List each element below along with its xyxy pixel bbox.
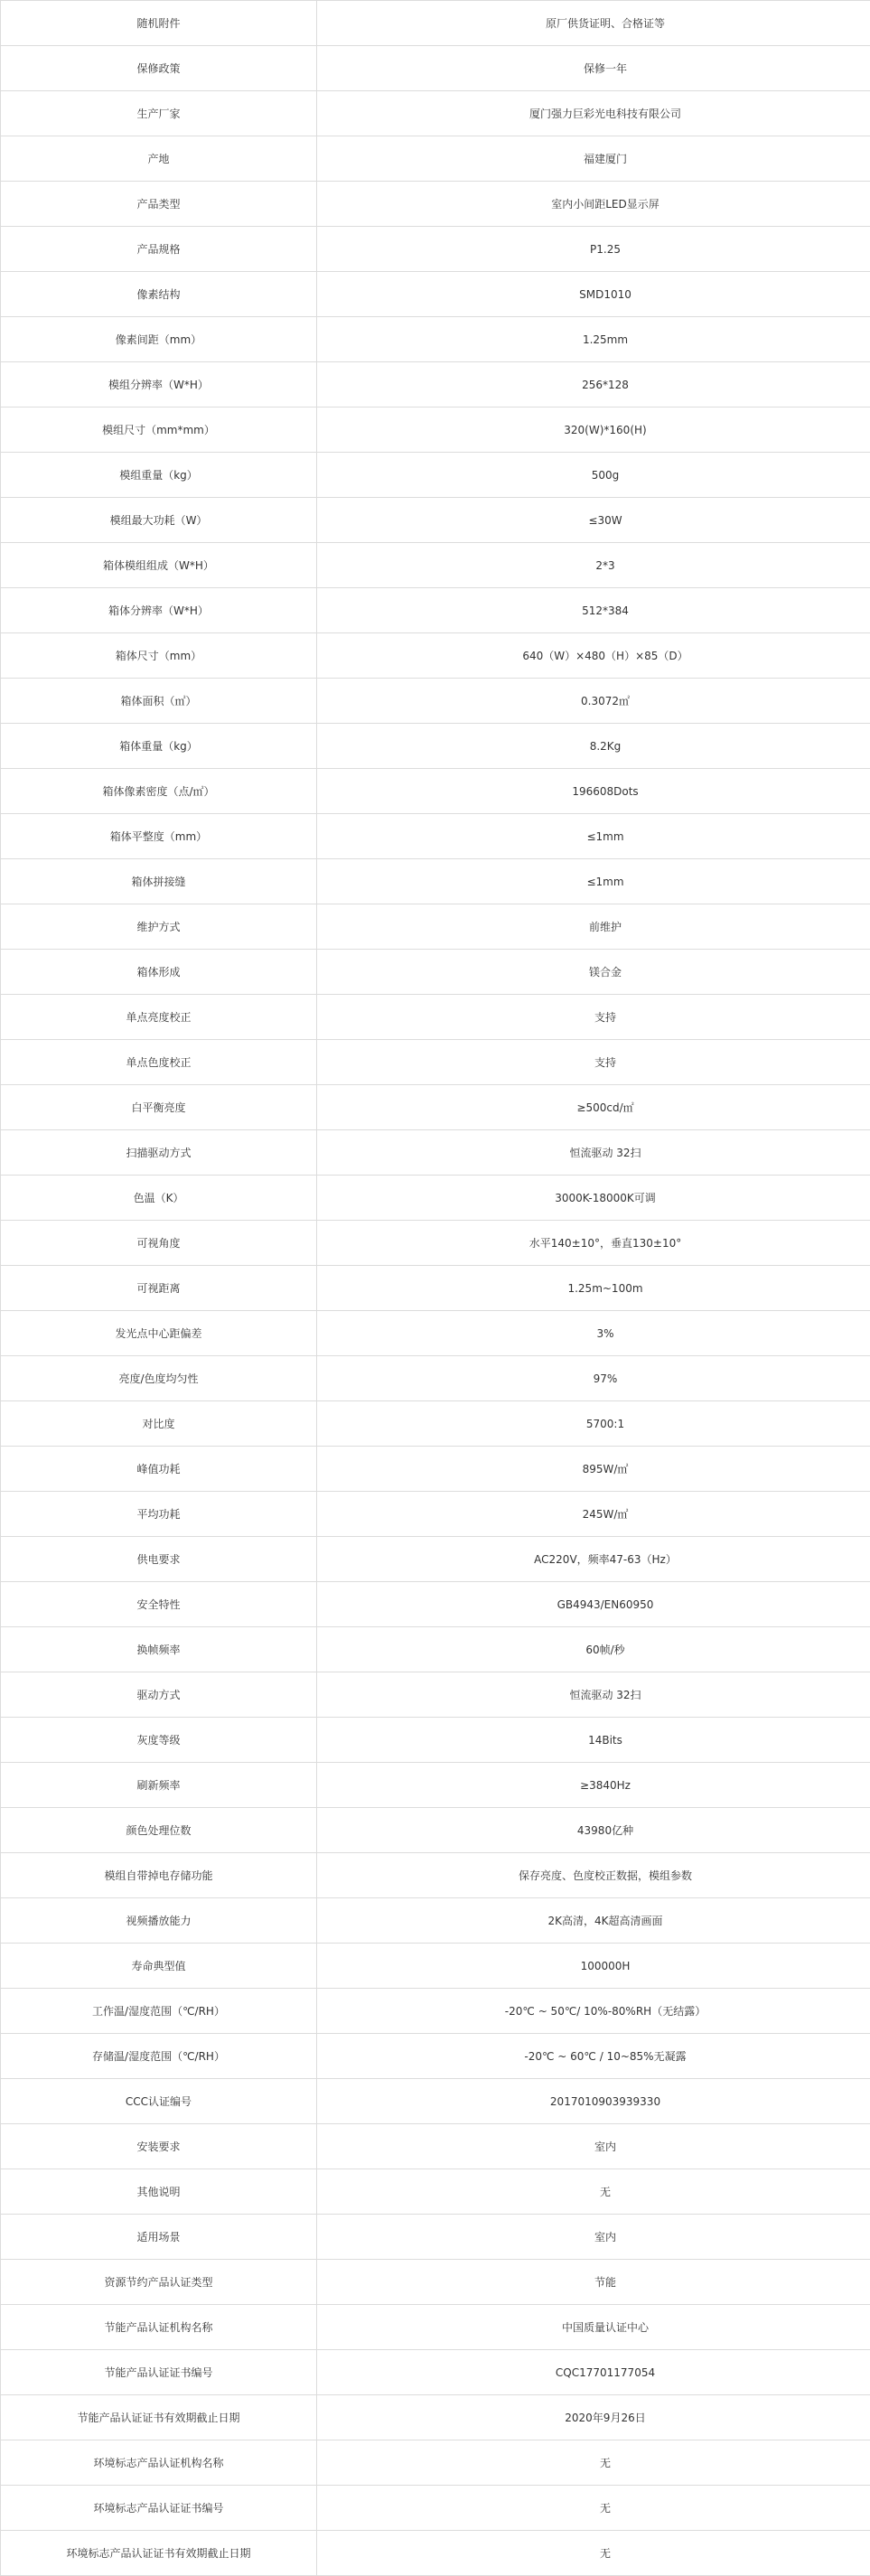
spec-value: SMD1010 — [317, 272, 870, 317]
spec-value: 8.2Kg — [317, 724, 870, 769]
table-row — [1, 2350, 870, 2395]
spec-label: 安全特性 — [1, 1582, 317, 1627]
spec-table-body — [1, 1, 870, 2576]
spec-value: AC220V，频率47-63（Hz） — [317, 1537, 870, 1582]
spec-value: P1.25 — [317, 227, 870, 272]
spec-value: 室内小间距LED显示屏 — [317, 182, 870, 227]
spec-label: 色温（K） — [1, 1176, 317, 1221]
spec-label: 存储温/湿度范围（℃/RH） — [1, 2034, 317, 2079]
spec-value: 1.25m~100m — [317, 1266, 870, 1311]
spec-value: ≤1mm — [317, 859, 870, 904]
table-row — [1, 1085, 870, 1130]
spec-value: 水平140±10°，垂直130±10° — [317, 1221, 870, 1266]
spec-label: 产品类型 — [1, 182, 317, 227]
spec-label: 可视角度 — [1, 1221, 317, 1266]
table-row — [1, 91, 870, 136]
spec-label: 产品规格 — [1, 227, 317, 272]
spec-label: 模组分辨率（W*H） — [1, 362, 317, 407]
spec-value: 895W/㎡ — [317, 1447, 870, 1492]
table-row — [1, 2305, 870, 2350]
table-row — [1, 1040, 870, 1085]
spec-value: ≥500cd/㎡ — [317, 1085, 870, 1130]
spec-value: 室内 — [317, 2124, 870, 2169]
table-row — [1, 1989, 870, 2034]
spec-label: 颜色处理位数 — [1, 1808, 317, 1853]
spec-value: 320(W)*160(H) — [317, 407, 870, 453]
table-row — [1, 1266, 870, 1311]
spec-value: 原厂供货证明、合格证等 — [317, 1, 870, 46]
spec-value: 无 — [317, 2486, 870, 2531]
table-row — [1, 2260, 870, 2305]
spec-value: 640（W）×480（H）×85（D） — [317, 633, 870, 679]
spec-label: 箱体形成 — [1, 950, 317, 995]
table-row — [1, 1944, 870, 1989]
table-row — [1, 588, 870, 633]
spec-label: 安装要求 — [1, 2124, 317, 2169]
table-row — [1, 2169, 870, 2215]
table-row — [1, 814, 870, 859]
spec-value: 支持 — [317, 1040, 870, 1085]
table-row — [1, 859, 870, 904]
spec-label: 环境标志产品认证证书编号 — [1, 2486, 317, 2531]
table-row — [1, 1763, 870, 1808]
table-row — [1, 1401, 870, 1447]
spec-label: 换帧频率 — [1, 1627, 317, 1672]
table-row — [1, 679, 870, 724]
table-row — [1, 1627, 870, 1672]
spec-value: 2017010903939330 — [317, 2079, 870, 2124]
table-row — [1, 2440, 870, 2486]
spec-value: 中国质量认证中心 — [317, 2305, 870, 2350]
spec-label: 生产厂家 — [1, 91, 317, 136]
table-row — [1, 1898, 870, 1944]
spec-value: 福建厦门 — [317, 136, 870, 182]
spec-label: 箱体模组组成（W*H） — [1, 543, 317, 588]
spec-value: 厦门强力巨彩光电科技有限公司 — [317, 91, 870, 136]
table-row — [1, 2531, 870, 2576]
spec-value: 恒流驱动 32扫 — [317, 1672, 870, 1718]
table-row — [1, 995, 870, 1040]
spec-value: 60帧/秒 — [317, 1627, 870, 1672]
spec-value: 97% — [317, 1356, 870, 1401]
table-row — [1, 1447, 870, 1492]
spec-label: 发光点中心距偏差 — [1, 1311, 317, 1356]
spec-label: 节能产品认证机构名称 — [1, 2305, 317, 2350]
spec-label: 平均功耗 — [1, 1492, 317, 1537]
spec-value: 无 — [317, 2531, 870, 2576]
spec-value: 256*128 — [317, 362, 870, 407]
spec-label: 产地 — [1, 136, 317, 182]
spec-label: 箱体拼接缝 — [1, 859, 317, 904]
spec-label: 像素间距（mm） — [1, 317, 317, 362]
table-row — [1, 46, 870, 91]
spec-label: 环境标志产品认证机构名称 — [1, 2440, 317, 2486]
spec-label: 环境标志产品认证证书有效期截止日期 — [1, 2531, 317, 2576]
spec-label: 峰值功耗 — [1, 1447, 317, 1492]
spec-value: 245W/㎡ — [317, 1492, 870, 1537]
spec-value: 100000H — [317, 1944, 870, 1989]
spec-label: 寿命典型值 — [1, 1944, 317, 1989]
spec-label: 维护方式 — [1, 904, 317, 950]
spec-label: 箱体分辨率（W*H） — [1, 588, 317, 633]
spec-label: 随机附件 — [1, 1, 317, 46]
spec-value: ≤1mm — [317, 814, 870, 859]
table-row — [1, 407, 870, 453]
spec-value: 3% — [317, 1311, 870, 1356]
table-row — [1, 272, 870, 317]
spec-value: 室内 — [317, 2215, 870, 2260]
spec-value: 2020年9月26日 — [317, 2395, 870, 2440]
spec-value: 3000K-18000K可调 — [317, 1176, 870, 1221]
table-row — [1, 1130, 870, 1176]
table-row — [1, 904, 870, 950]
table-row — [1, 2034, 870, 2079]
spec-value: 14Bits — [317, 1718, 870, 1763]
spec-value: GB4943/EN60950 — [317, 1582, 870, 1627]
spec-value: 512*384 — [317, 588, 870, 633]
spec-value: -20℃ ~ 60℃ / 10~85%无凝露 — [317, 2034, 870, 2079]
spec-label: 单点色度校正 — [1, 1040, 317, 1085]
spec-value: 前维护 — [317, 904, 870, 950]
table-row — [1, 1176, 870, 1221]
spec-value: 支持 — [317, 995, 870, 1040]
spec-label: 箱体像素密度（点/㎡） — [1, 769, 317, 814]
spec-label: 灰度等级 — [1, 1718, 317, 1763]
spec-label: 箱体面积（㎡） — [1, 679, 317, 724]
table-row — [1, 317, 870, 362]
spec-value: ≥3840Hz — [317, 1763, 870, 1808]
table-row — [1, 1492, 870, 1537]
spec-label: 单点亮度校正 — [1, 995, 317, 1040]
spec-value: 无 — [317, 2169, 870, 2215]
spec-label: 对比度 — [1, 1401, 317, 1447]
spec-label: 模组最大功耗（W） — [1, 498, 317, 543]
table-row — [1, 543, 870, 588]
spec-label: 可视距离 — [1, 1266, 317, 1311]
table-row — [1, 2486, 870, 2531]
spec-value: 恒流驱动 32扫 — [317, 1130, 870, 1176]
table-row — [1, 136, 870, 182]
table-row — [1, 1582, 870, 1627]
table-row — [1, 1311, 870, 1356]
spec-label: 节能产品认证证书编号 — [1, 2350, 317, 2395]
table-row — [1, 724, 870, 769]
spec-value: 500g — [317, 453, 870, 498]
table-row — [1, 2124, 870, 2169]
spec-value: 无 — [317, 2440, 870, 2486]
spec-value: ≤30W — [317, 498, 870, 543]
spec-label: 箱体平整度（mm） — [1, 814, 317, 859]
spec-label: 驱动方式 — [1, 1672, 317, 1718]
spec-label: 白平衡亮度 — [1, 1085, 317, 1130]
table-row — [1, 453, 870, 498]
table-row — [1, 1, 870, 46]
table-row — [1, 769, 870, 814]
table-row — [1, 1853, 870, 1898]
spec-label: 刷新频率 — [1, 1763, 317, 1808]
spec-label: 工作温/湿度范围（℃/RH） — [1, 1989, 317, 2034]
spec-value: CQC17701177054 — [317, 2350, 870, 2395]
spec-label: 适用场景 — [1, 2215, 317, 2260]
table-row — [1, 1537, 870, 1582]
spec-label: 资源节约产品认证类型 — [1, 2260, 317, 2305]
spec-label: 其他说明 — [1, 2169, 317, 2215]
spec-label: 箱体尺寸（mm） — [1, 633, 317, 679]
table-row — [1, 1808, 870, 1853]
spec-label: 模组重量（kg） — [1, 453, 317, 498]
table-row — [1, 1672, 870, 1718]
table-row — [1, 1221, 870, 1266]
table-row — [1, 633, 870, 679]
table-row — [1, 1718, 870, 1763]
spec-value: 保存亮度、色度校正数据，模组参数 — [317, 1853, 870, 1898]
spec-label: 保修政策 — [1, 46, 317, 91]
table-row — [1, 182, 870, 227]
table-row — [1, 498, 870, 543]
table-row — [1, 2079, 870, 2124]
spec-value: 1.25mm — [317, 317, 870, 362]
spec-label: CCC认证编号 — [1, 2079, 317, 2124]
spec-value: 节能 — [317, 2260, 870, 2305]
spec-label: 箱体重量（kg） — [1, 724, 317, 769]
spec-value: 5700:1 — [317, 1401, 870, 1447]
spec-value: 196608Dots — [317, 769, 870, 814]
spec-label: 供电要求 — [1, 1537, 317, 1582]
spec-value: 43980亿种 — [317, 1808, 870, 1853]
table-row — [1, 227, 870, 272]
table-row — [1, 2215, 870, 2260]
table-row — [1, 950, 870, 995]
spec-label: 扫描驱动方式 — [1, 1130, 317, 1176]
spec-value: 0.3072㎡ — [317, 679, 870, 724]
spec-value: 2K高清，4K超高清画面 — [317, 1898, 870, 1944]
spec-label: 模组自带掉电存储功能 — [1, 1853, 317, 1898]
table-row — [1, 1356, 870, 1401]
spec-label: 视频播放能力 — [1, 1898, 317, 1944]
spec-label: 模组尺寸（mm*mm） — [1, 407, 317, 453]
table-row — [1, 2395, 870, 2440]
spec-label: 亮度/色度均匀性 — [1, 1356, 317, 1401]
table-row — [1, 362, 870, 407]
spec-value: 保修一年 — [317, 46, 870, 91]
spec-value: 镁合金 — [317, 950, 870, 995]
spec-value: 2*3 — [317, 543, 870, 588]
spec-label: 像素结构 — [1, 272, 317, 317]
spec-value: -20℃ ~ 50℃/ 10%-80%RH（无结露） — [317, 1989, 870, 2034]
spec-label: 节能产品认证证书有效期截止日期 — [1, 2395, 317, 2440]
